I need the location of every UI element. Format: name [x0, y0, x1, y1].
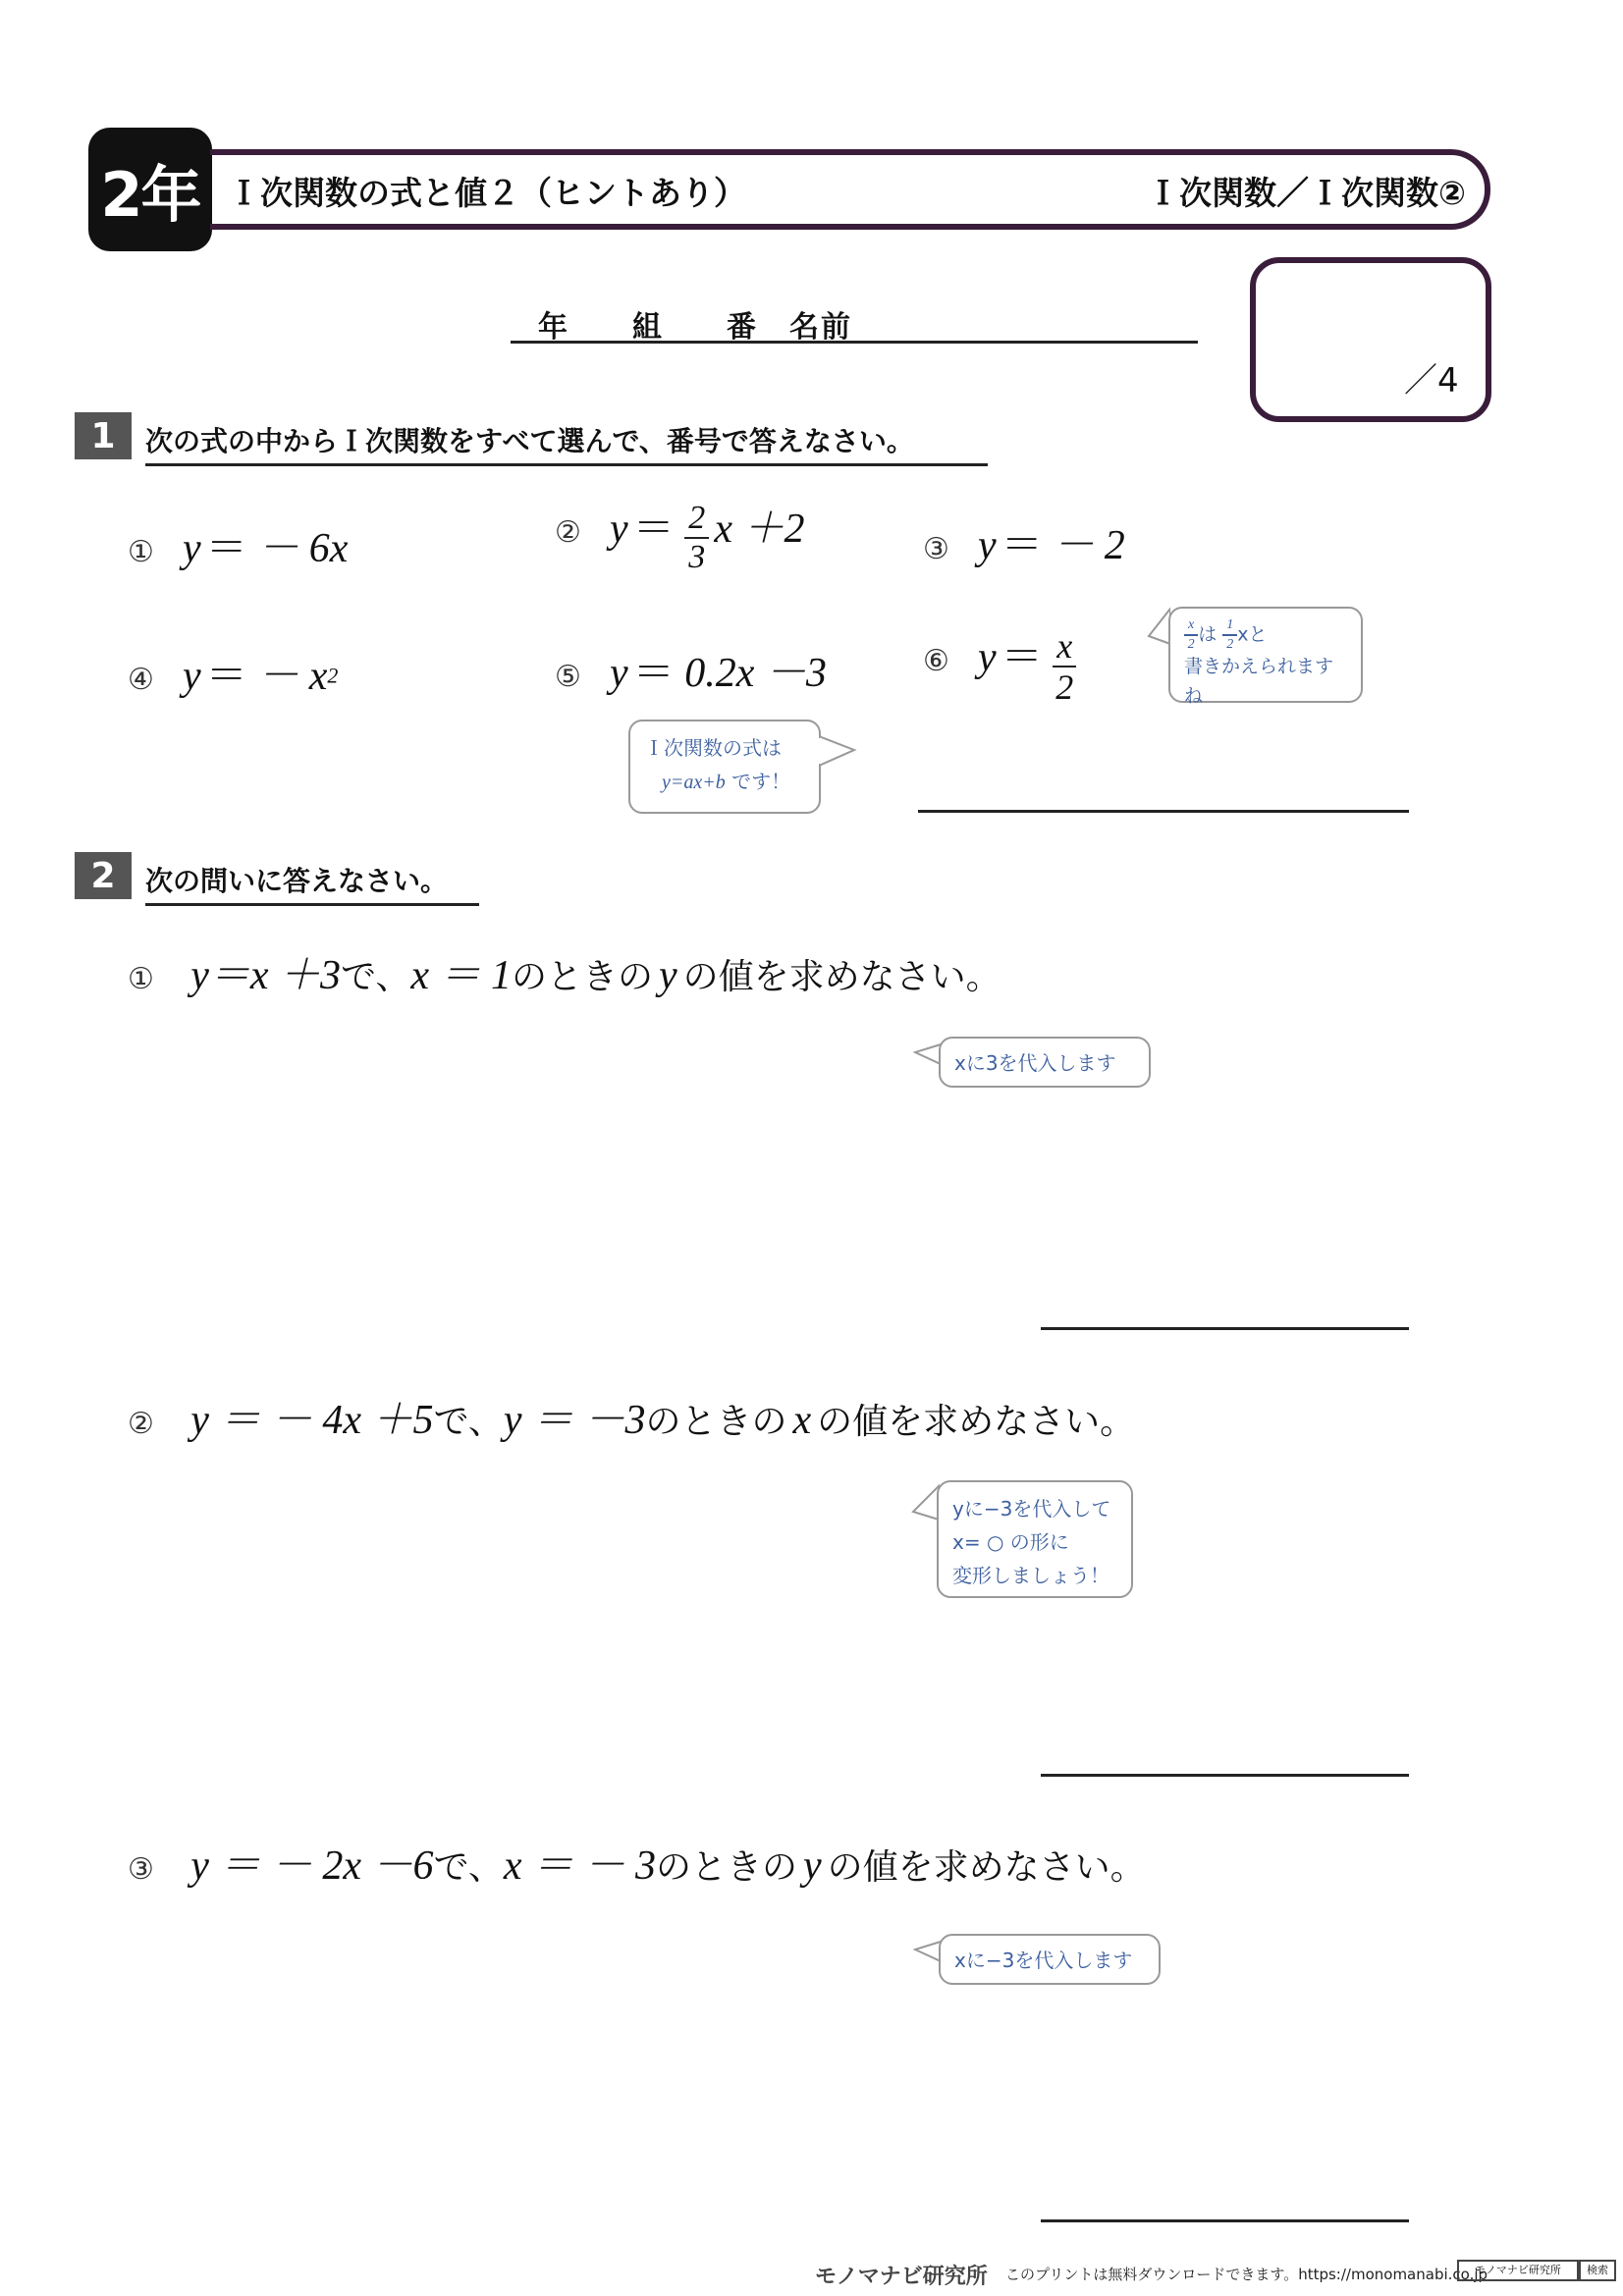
choice-number: ④ [128, 663, 154, 697]
choice-lhs: y [183, 526, 201, 571]
answer-line-q3 [1041, 2217, 1409, 2222]
worksheet-title: Ｉ次関数の式と値２（ヒントあり） [228, 174, 746, 212]
exponent: 2 [327, 663, 339, 688]
choice-lhs: y [978, 635, 997, 680]
question-1: ① y＝x ＋3で、x ＝ 1のときの y の値を求めなさい。 [128, 953, 1001, 998]
question-2: ② y ＝ － 4x ＋5で、y ＝ －3のときの x の値を求めなさい。 [128, 1398, 1136, 1443]
section-2-number: 2 [75, 852, 132, 899]
section-2-instruction: 次の問いに答えなさい。 [145, 860, 479, 906]
hint-bubble-q2: yに−3を代入して x= ○ の形に 変形しましょう！ [937, 1480, 1133, 1598]
hint-pointer [1147, 607, 1170, 646]
choice-number: ② [555, 515, 581, 550]
choice-number: ③ [923, 532, 949, 566]
score-label: ／4 [1404, 361, 1459, 400]
hint-bubble-fraction: $\frac{x}{2}$ は $\frac{1}{2}$ xと 書きかえられますね [1168, 607, 1363, 703]
choice-number: ⑤ [555, 660, 581, 694]
fraction: $\frac{2}{3}$ [684, 502, 709, 574]
hint-bubble-q3: xに−3を代入します [939, 1934, 1161, 1985]
choice-rhs: － 2 [1053, 523, 1125, 568]
choice-5: ⑤ y ＝ 0.2x －3 [555, 651, 827, 696]
choice-2: ② y ＝ $\frac{2}{3}$ x ＋2 [555, 499, 805, 575]
grade-badge: 2年 [88, 128, 212, 251]
choice-number: ① [128, 535, 154, 569]
question-3: ③ y ＝ － 2x －6で、x ＝ － 3のときの y の値を求めなさい。 [128, 1843, 1146, 1889]
hint-pointer [819, 734, 858, 774]
choice-lhs: y [610, 507, 628, 552]
choice-rhs: － 6x [257, 526, 349, 571]
footer-logo: モノマナビ研究所 [815, 2265, 988, 2289]
choice-3: ③ y ＝ － 2 [923, 523, 1125, 568]
fraction: $\frac{x}{2}$ [1053, 628, 1076, 705]
footer-search-button: 検索 [1579, 2260, 1616, 2281]
name-row: 年 組 番 名前 [538, 310, 852, 345]
choice-4: ④ y ＝ － $x^2$ [128, 654, 339, 699]
section-1-number: 1 [75, 412, 132, 459]
name-underline [511, 339, 1198, 344]
choice-lhs: y [610, 651, 628, 696]
choice-rhs: x ＋2 [714, 507, 805, 552]
choice-number: ⑥ [923, 644, 949, 678]
choice-1: ① y ＝ － 6x [128, 526, 349, 571]
answer-line-q1 [1041, 1325, 1409, 1330]
hint-bubble-q1: xに3を代入します [939, 1037, 1151, 1088]
choice-6: ⑥ y ＝ $\frac{x}{2}$ [923, 624, 1076, 705]
choice-lhs: y [183, 654, 201, 699]
footer-search-box: モノマナビ研究所 [1457, 2260, 1579, 2281]
hint-bubble-linear-form: Ｉ次関数の式は y=ax+b です！ [628, 720, 821, 814]
footer-text: このプリントは無料ダウンロードできます。https://monomanabi.co.jp [1005, 2266, 1488, 2283]
choice-rhs: － x [257, 654, 328, 699]
unit-label: Ｉ次関数／Ｉ次関数② [1147, 174, 1466, 212]
choice-lhs: y [978, 523, 997, 568]
choice-rhs: 0.2x －3 [684, 651, 827, 696]
answer-line-section-1 [918, 808, 1409, 813]
section-1-instruction: 次の式の中からＩ次関数をすべて選んで、番号で答えなさい。 [145, 420, 988, 466]
answer-line-q2 [1041, 1772, 1409, 1777]
